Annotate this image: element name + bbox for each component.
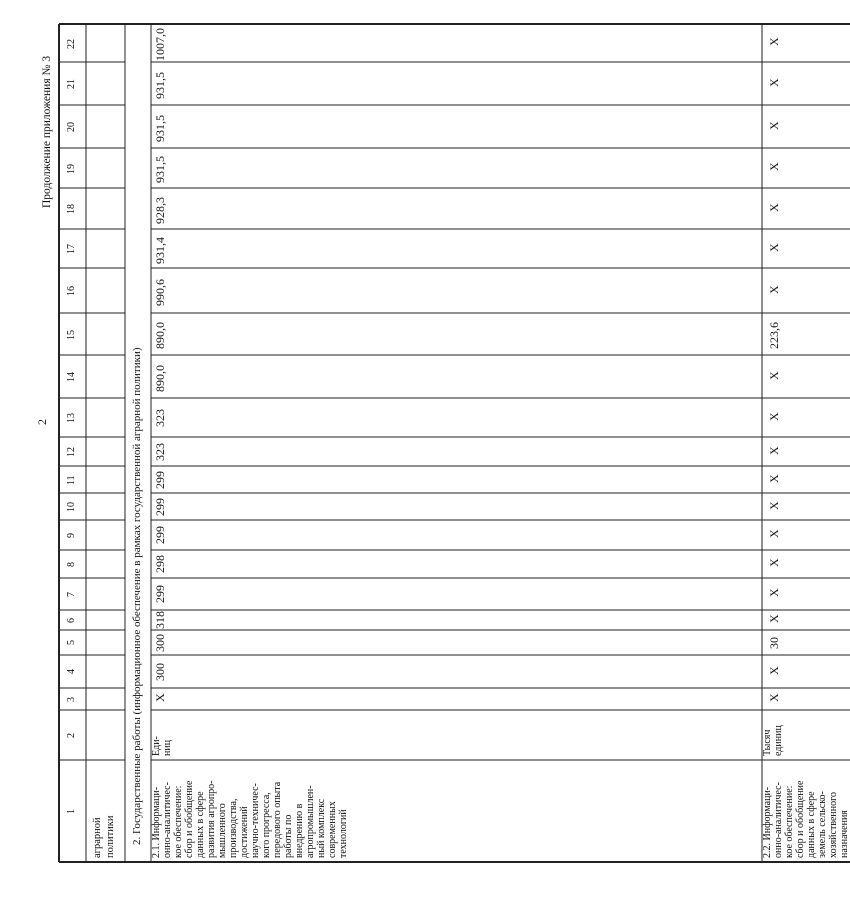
row-2-1-name (151, 780, 349, 858)
carry-over-text: аграрной (92, 817, 103, 858)
section-title: 2. Государственные работы (информационное обеспечение в рамках государственной аграрной политики) (131, 347, 143, 845)
row-2-2-name-line: 2.2. Информаци- (762, 786, 773, 858)
column-number-21: 21 (66, 79, 77, 89)
row-2-2-name-line: данных в сфере (806, 791, 817, 858)
column-number-6: 6 (66, 617, 77, 623)
row-2-1-name-line: кого прогресса, (261, 792, 272, 858)
row-2-2-value: X (767, 529, 781, 538)
column-number-7: 7 (66, 591, 77, 597)
row-2-1-value: 323 (153, 442, 167, 461)
column-number-13: 13 (66, 413, 77, 423)
row-2-1-name-line: работы по (283, 814, 294, 858)
column-number-5: 5 (66, 640, 77, 646)
column-number-4: 4 (66, 669, 77, 675)
column-number-20: 20 (66, 122, 77, 132)
row-2-1-value: 318 (153, 611, 167, 629)
column-number-18: 18 (66, 204, 77, 214)
row-2-1-unit-line: ниц (162, 739, 173, 756)
row-2-1-name-line: технологий (338, 809, 349, 858)
row-2-1-value: 299 (153, 497, 167, 516)
column-number-9: 9 (66, 532, 77, 538)
row-2-1-value: 931,4 (153, 236, 167, 264)
row-2-1-unit (151, 736, 173, 756)
row-2-2-unit-line: Тысяч (762, 729, 773, 756)
row-2-1-name-line: агропромышлен- (305, 785, 316, 858)
row-2-2-name-line: кое обеспечение: (784, 785, 795, 858)
row-2-2-name-line: сбор и обобщение (795, 780, 806, 858)
row-2-1-value: 298 (153, 555, 167, 573)
row-2-1-value: 931,5 (153, 156, 167, 183)
row-2-1-value: 300 (153, 633, 167, 652)
row-2-2-value: X (767, 162, 781, 171)
row-2-2-value: X (767, 558, 781, 567)
row-2-1-value: 890,0 (153, 364, 167, 392)
row-2-1-value: X (153, 693, 167, 702)
row-2-2-value: X (767, 120, 781, 130)
column-number-19: 19 (66, 163, 77, 174)
row-2-1-name-line: внедрению в (294, 803, 305, 858)
row-2-1-value: 323 (153, 408, 167, 427)
row-2-2-value: X (767, 665, 781, 675)
column-number-14: 14 (66, 372, 77, 382)
row-2-2-unit (762, 725, 784, 756)
row-2-2-value: X (767, 473, 781, 483)
row-2-1-value: 299 (153, 470, 167, 489)
row-2-1-name-line: 2.1. Информаци- (151, 786, 162, 858)
row-2-2-unit-line: единиц (773, 725, 784, 756)
row-2-1-name-line: научно-техничес- (250, 783, 261, 858)
row-2-2-name-line: хозяйственного (828, 792, 839, 858)
row-2-1-value: 931,5 (153, 71, 167, 99)
row-2-1-name-line: онно-аналитичес- (162, 782, 173, 858)
column-number-10: 10 (66, 502, 77, 512)
column-number-12: 12 (66, 447, 77, 457)
row-2-2-value: X (767, 242, 781, 252)
row-2-1-name-line: современных (327, 801, 338, 858)
row-2-2-value: X (767, 614, 781, 623)
row-2-2-value: X (767, 588, 781, 597)
row-2-1-name-line: кое обеспечение: (173, 785, 184, 858)
row-2-2-value: X (767, 77, 781, 87)
row-2-2-value: 30 (767, 636, 781, 649)
row-2-1-unit-line: Еди- (151, 736, 162, 756)
row-2-1-value: 990,6 (153, 278, 167, 306)
row-2-2-value: X (767, 693, 781, 702)
row-2-1-name-line: данных в сфере (195, 791, 206, 858)
column-number-22: 22 (66, 38, 77, 49)
column-number-3: 3 (66, 696, 77, 702)
row-2-1-name-line: передового опыта (272, 781, 283, 858)
row-2-2-name (762, 781, 850, 858)
row-2-1-value: 928,3 (153, 196, 167, 224)
row-2-2-name-line: назначения (839, 810, 850, 858)
row-2-1-value: 299 (153, 585, 167, 603)
row-2-1-name-line: сбор и обобщение (184, 780, 195, 858)
row-2-1-value: 300 (153, 662, 167, 681)
row-2-2-name-line: онно-аналитичес- (773, 782, 784, 858)
row-2-2-value: X (767, 37, 781, 46)
column-number-17: 17 (66, 244, 77, 254)
row-2-2-value: X (767, 284, 781, 294)
row-2-1-name-line: производства, (228, 798, 239, 858)
row-2-2-value: X (767, 500, 781, 510)
row-2-1-value: 931,5 (153, 114, 167, 142)
column-number-2: 2 (66, 732, 77, 738)
row-2-1-value: 890,0 (153, 322, 167, 349)
carry-over-text: политики (105, 815, 116, 858)
row-2-2-value: X (767, 202, 781, 212)
row-2-2-value: 223,6 (767, 322, 781, 349)
column-number-15: 15 (66, 329, 77, 340)
column-number-11: 11 (66, 475, 77, 485)
row-2-2-value: X (767, 370, 781, 380)
row-2-1-value: 1007,0 (153, 28, 167, 61)
column-number-16: 16 (66, 286, 77, 296)
row-2-1-name-line: ный комплекс (316, 798, 327, 858)
row-2-2-value: X (767, 445, 781, 455)
column-number-8: 8 (66, 561, 77, 567)
page-number: 2 (35, 419, 49, 425)
row-2-1-name-line: достижений (239, 806, 250, 858)
row-2-2-name-line: земель сельско- (817, 791, 828, 858)
continuation-label: Продолжение приложения № 3 (41, 55, 53, 208)
row-2-1-name-line: мышленного (217, 803, 228, 858)
row-2-2-value: X (767, 411, 781, 421)
row-2-1-value: 299 (153, 526, 167, 544)
row-2-1-name-line: развития агропро- (206, 780, 217, 858)
column-number-1: 1 (66, 808, 77, 814)
